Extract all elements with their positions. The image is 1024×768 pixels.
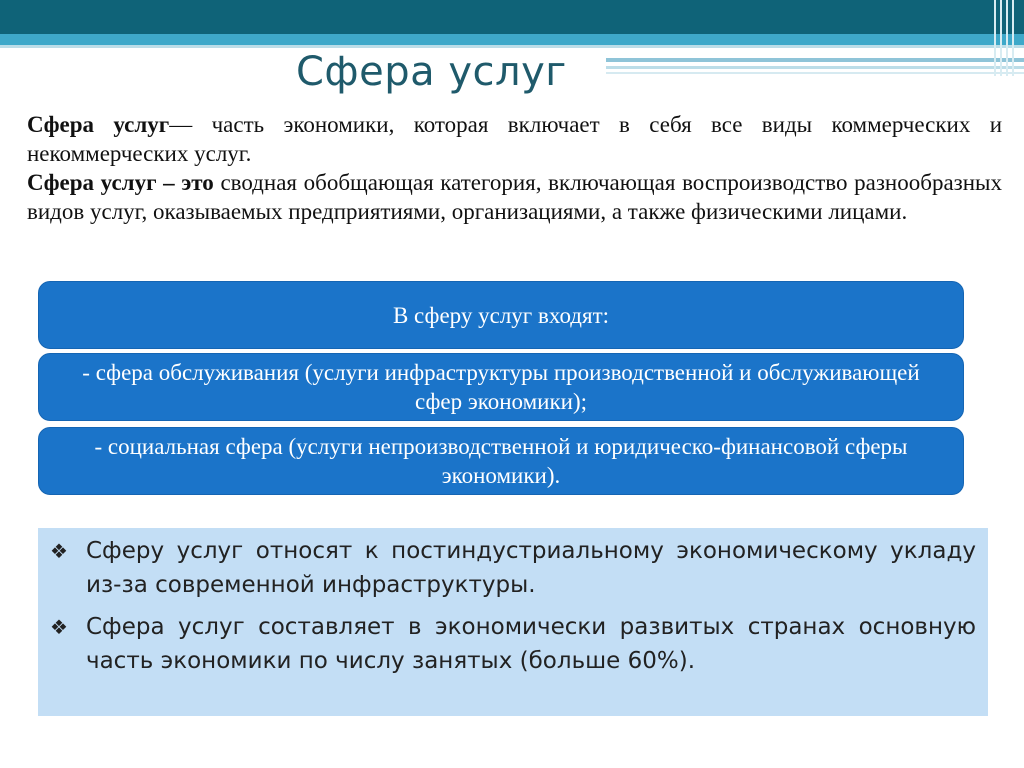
definition-2-text: сводная обобщающая категория, включающая воспроизводство разнообразных видов услуг, оказываемых предприятиями, организациями, а также физическими лицами. — [27, 170, 1002, 224]
list-item-text: Сферу услуг относят к постиндустриальному экономическому укладу из-за современной инфраструктуры. — [86, 538, 976, 598]
title-rule-c — [606, 72, 1024, 74]
services-header-text: В сферу услуг входят: — [392, 302, 610, 328]
list-item — [50, 534, 976, 602]
title-rule-b — [606, 66, 1024, 69]
definition-2-term: Сфера услуг – это — [27, 170, 214, 195]
title-rule-a — [606, 58, 1024, 62]
decorative-strips — [990, 0, 1024, 76]
definition-1-text: — часть экономики, которая включает в себя все виды коммерческих и некоммерческих услуг. — [27, 112, 1003, 166]
notes-panel — [38, 528, 988, 716]
definition-1 — [27, 110, 1002, 168]
social-sector-box — [38, 427, 964, 495]
header-dark-bar — [0, 0, 1024, 34]
diamond-bullet-icon: ❖ — [50, 539, 68, 563]
list-item-text: Сфера услуг составляет в экономически развитых странах основную часть экономики по числу занятых (больше 60%). — [86, 614, 976, 674]
definition-1-term: Сфера услуг — [27, 112, 170, 137]
social-sector-text: - социальная сфера (услуги непроизводственной и юридическо-финансовой сферы экономики). — [94, 434, 908, 488]
diamond-bullet-icon: ❖ — [50, 615, 68, 639]
service-sector-box — [38, 353, 964, 421]
services-header-box — [38, 281, 964, 349]
slide-title: Сфера услуг — [296, 49, 567, 95]
definitions-block — [27, 110, 1002, 226]
list-item — [50, 610, 976, 678]
service-sector-text: - сфера обслуживания (услуги инфраструктуры производственной и обслуживающей сфер экономики); — [82, 360, 920, 414]
definition-2 — [27, 168, 1002, 226]
